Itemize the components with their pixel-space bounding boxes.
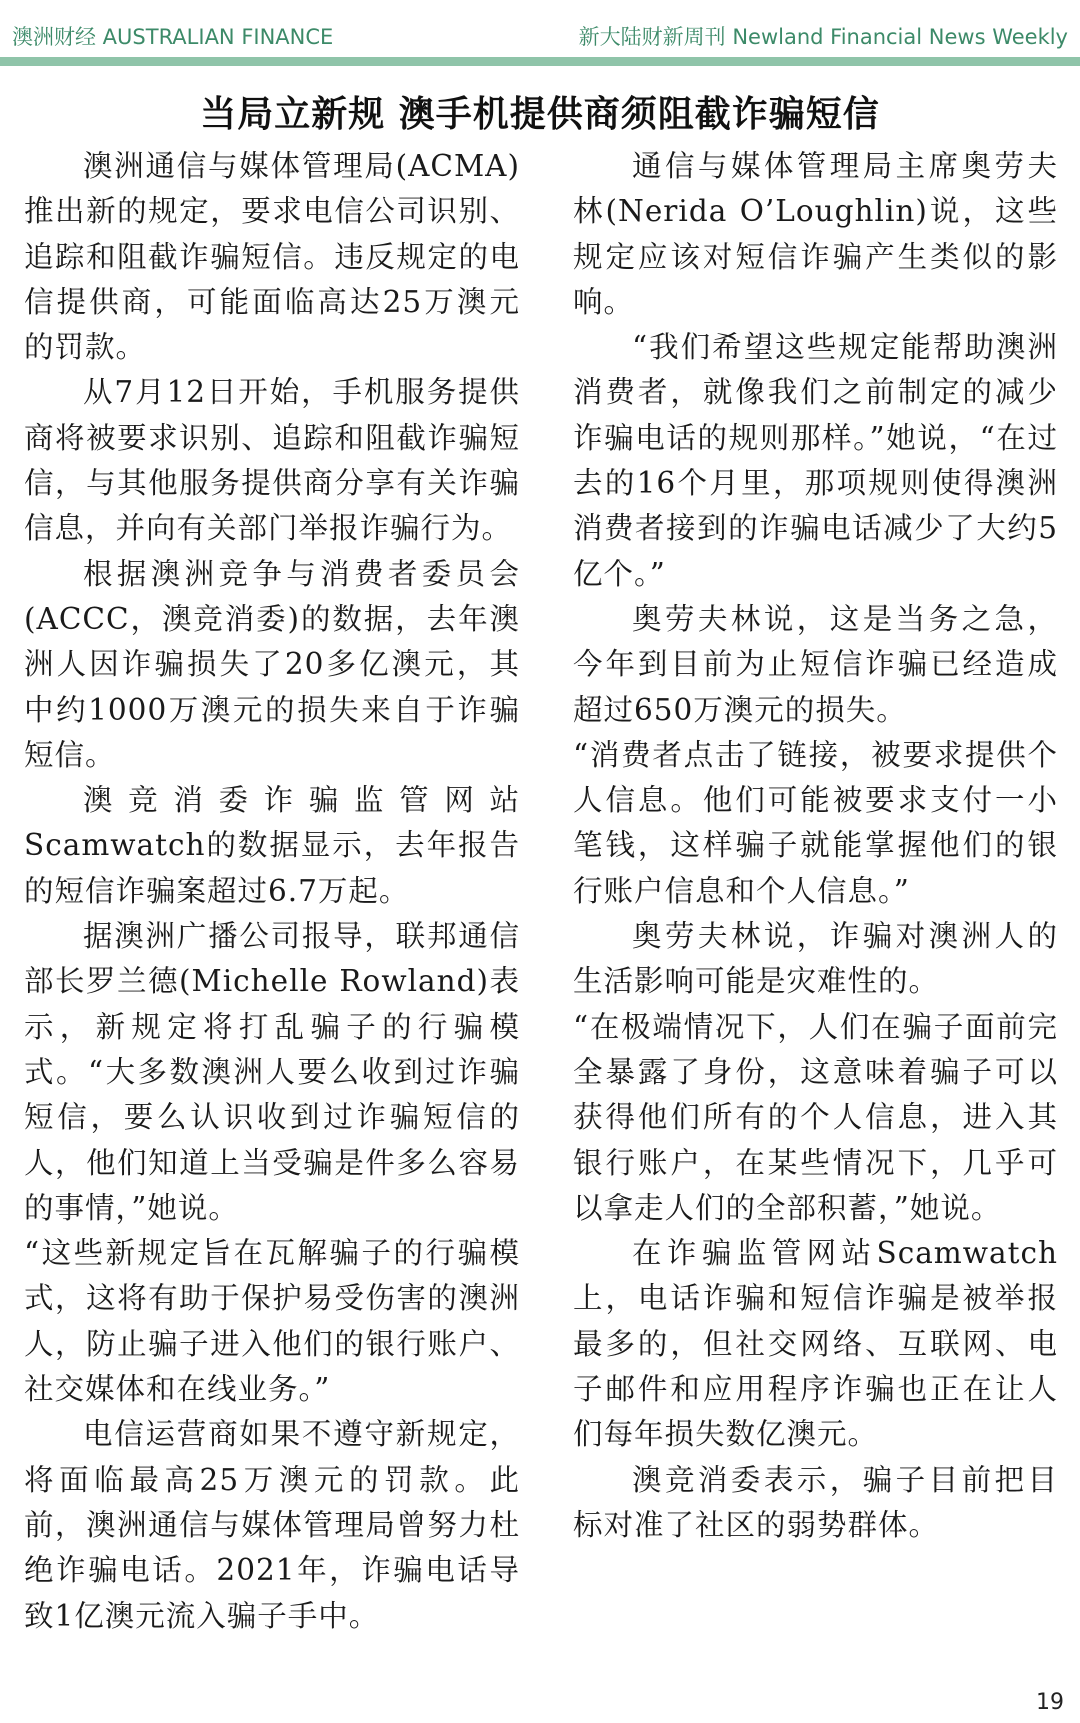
- paragraph: “我们希望这些规定能帮助澳洲消费者，就像我们之前制定的减少诈骗电话的规则那样。”她说，“在过去的16个月里，那项规则使得澳洲消费者接到的诈骗电话减少了大约5亿个。”: [573, 330, 1058, 591]
- left-column: [24, 144, 520, 1639]
- paragraph: 奥劳夫林说，这是当务之急，今年到目前为止短信诈骗已经造成超过650万澳元的损失。: [573, 601, 1058, 727]
- page-header: [0, 0, 1080, 58]
- paragraph: 澳竞消委表示，骗子目前把目标对准了社区的弱势群体。: [573, 1462, 1058, 1542]
- header-divider: [0, 57, 1080, 66]
- paragraph: 奥劳夫林说，诈骗对澳洲人的生活影响可能是灾难性的。: [573, 919, 1058, 999]
- section-label: 澳洲财经 AUSTRALIAN FINANCE: [12, 25, 334, 49]
- paragraph: 通信与媒体管理局主席奥劳夫林(Nerida O’Loughlin)说，这些规定应该对短信诈骗产生类似的影响。: [573, 149, 1058, 319]
- paragraph: “在极端情况下，人们在骗子面前完全暴露了身份，这意味着骗子可以获得他们所有的个人信息，进入其银行账户，在某些情况下，几乎可以拿走人们的全部积蓄，”她说。: [573, 1009, 1058, 1225]
- paragraph: 根据澳洲竞争与消费者委员会(ACCC，澳竞消委)的数据，去年澳洲人因诈骗损失了20多亿澳元，其中约1000万澳元的损失来自于诈骗短信。: [24, 556, 520, 772]
- publication-name: 新大陆财新周刊 Newland Financial News Weekly: [578, 25, 1068, 49]
- page-number: 19: [1036, 1690, 1064, 1715]
- paragraph: 澳竞消委诈骗监管网站Scamwatch的数据显示，去年报告的短信诈骗案超过6.7万起。: [24, 783, 520, 908]
- paragraph: 据澳洲广播公司报导，联邦通信部长罗兰德(Michelle Rowland)表示，新规定将打乱骗子的行骗模式。“大多数澳洲人要么收到过诈骗短信，要么认识收到过诈骗短信的人，他们知道上当受骗是件多么容易的事情，”她说。: [24, 919, 520, 1225]
- paragraph: 澳洲通信与媒体管理局(ACMA)推出新的规定，要求电信公司识别、追踪和阻截诈骗短信。违反规定的电信提供商，可能面临高达25万澳元的罚款。: [24, 149, 520, 365]
- paragraph: 在诈骗监管网站Scamwatch上，电话诈骗和短信诈骗是被举报最多的，但社交网络、互联网、电子邮件和应用程序诈骗也正在让人们每年损失数亿澳元。: [573, 1236, 1058, 1452]
- paragraph: 电信运营商如果不遵守新规定，将面临最高25万澳元的罚款。此前，澳洲通信与媒体管理局曾努力杜绝诈骗电话。2021年，诈骗电话导致1亿澳元流入骗子手中。: [24, 1417, 520, 1633]
- article-title: 当局立新规 澳手机提供商须阻截诈骗短信: [200, 94, 880, 135]
- paragraph: “消费者点击了链接，被要求提供个人信息。他们可能被要求支付一小笔钱，这样骗子就能掌握他们的银行账户信息和个人信息。”: [573, 737, 1058, 908]
- paragraph: “这些新规定旨在瓦解骗子的行骗模式，这将有助于保护易受伤害的澳洲人，防止骗子进入他们的银行账户、社交媒体和在线业务。”: [24, 1236, 520, 1407]
- right-column: [573, 144, 1058, 1548]
- paragraph: 从7月12日开始，手机服务提供商将被要求识别、追踪和阻截诈骗短信，与其他服务提供商分享有关诈骗信息，并向有关部门举报诈骗行为。: [24, 375, 520, 546]
